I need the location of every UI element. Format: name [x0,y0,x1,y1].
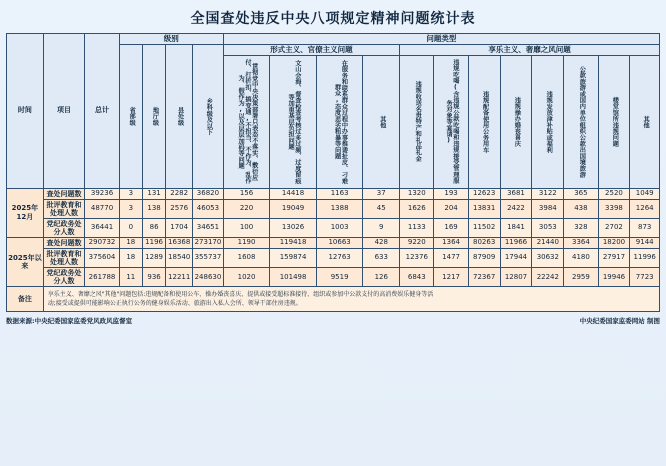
cell-formalism-2: 159874 [270,249,317,268]
row-label: 查处问题数 [43,188,85,199]
cell-total: 261788 [85,268,119,287]
table-body [7,188,660,311]
cell-hedonism-1: 9220 [400,237,434,248]
header-row-1 [7,34,660,45]
cell-formalism-other: 428 [363,237,400,248]
cell-hedonism-1: 1133 [400,218,434,237]
header-hedonism-col-2: 违规吃喝(含违规公款吃喝和违规接受管理服务对象等宴请) [434,55,468,188]
header-level-township: 乡科级及以下 [193,44,224,188]
cell-hedonism-3: 80263 [468,237,500,248]
table-row [7,199,660,218]
row-label: 党纪政务处分人数 [43,218,85,237]
cell-formalism-other: 633 [363,249,400,268]
cell-level-3: 18540 [166,249,193,268]
cell-hedonism-other: 873 [630,218,660,237]
cell-formalism-3: 10663 [316,237,363,248]
note-line-2: 动;接受或提供可能影响公正执行公务的健身娱乐活动、旅游出入私人会所、领导干部住房违规。 [47,300,302,308]
row-label: 批评教育和处理人数 [43,199,85,218]
cell-hedonism-5: 3984 [532,199,564,218]
cell-hedonism-1: 1626 [400,199,434,218]
cell-hedonism-7: 18200 [598,237,630,248]
cell-level-4: 273170 [193,237,224,248]
cell-hedonism-other: 7723 [630,268,660,287]
page-title: 全国查处违反中央八项规定精神问题统计表 [190,11,476,27]
header-total: 总计 [85,34,119,189]
header-level-prefecture: 地厅级 [142,44,165,188]
cell-hedonism-1: 6843 [400,268,434,287]
cell-hedonism-5: 30632 [532,249,564,268]
footer [6,312,660,325]
cell-formalism-other: 126 [363,268,400,287]
period-label: 2025年12月 [7,188,44,237]
cell-formalism-other: 9 [363,218,400,237]
cell-hedonism-7: 2702 [598,218,630,237]
header-subgroup-formalism: 形式主义、官僚主义问题 [223,44,399,55]
header-formalism-col-2: 文山会海、督查检查考核过多过频、过度留痕等加重基层负担问题 [270,55,317,188]
header-group-level: 级别 [119,34,223,45]
period-label: 2025年以来 [7,237,44,286]
cell-total: 48770 [85,199,119,218]
cell-formalism-3: 12763 [316,249,363,268]
table-row [7,237,660,248]
cell-formalism-1: 156 [223,188,270,199]
cell-hedonism-2: 1364 [434,237,468,248]
cell-formalism-1: 1190 [223,237,270,248]
note-label: 备注 [7,287,44,312]
cell-level-1: 3 [119,188,142,199]
note-content [43,287,659,312]
cell-level-4: 248630 [193,268,224,287]
header-hedonism-col-7: 楼堂馆所违规问题 [598,55,630,188]
cell-level-2: 138 [142,199,165,218]
header-formalism-col-1: 贯彻党中央决策部署只表态不落实、敷衍应付、打折扣、搞变通,不担当、不作为、乱作为、假作为,以及层层加码等问题 [223,55,270,188]
cell-hedonism-3: 72367 [468,268,500,287]
row-label: 查处问题数 [43,237,85,248]
row-label: 批评教育和处理人数 [43,249,85,268]
cell-hedonism-3: 12623 [468,188,500,199]
credit: 中央纪委国家监委网站 制图 [579,317,660,326]
cell-formalism-other: 45 [363,199,400,218]
cell-level-3: 2282 [166,188,193,199]
cell-total: 375604 [85,249,119,268]
cell-hedonism-other: 9144 [630,237,660,248]
row-label: 党纪政务处分人数 [43,268,85,287]
cell-level-1: 18 [119,237,142,248]
header-item: 项目 [43,34,85,189]
cell-level-2: 86 [142,218,165,237]
cell-hedonism-other: 1049 [630,188,660,199]
cell-hedonism-other: 1264 [630,199,660,218]
header-formalism-col-3: 在服务和联系群众过程中办事推诿扯皮、刁难群众,态度恶劣粗暴等问题 [316,55,363,188]
cell-formalism-1: 220 [223,199,270,218]
cell-hedonism-7: 19946 [598,268,630,287]
cell-level-1: 3 [119,199,142,218]
cell-level-3: 12211 [166,268,193,287]
cell-level-4: 34651 [193,218,224,237]
cell-hedonism-3: 13831 [468,199,500,218]
cell-formalism-3: 1163 [316,188,363,199]
note-line-1: 享乐主义、奢靡之风"其他"问题包括:违规配备和使用公车、操办婚丧喜庆、提供或接受超标准接待、组织或参加中公款支付的高消费娱乐健身等活 [47,291,434,299]
table-row [7,188,660,199]
cell-formalism-2: 101498 [270,268,317,287]
cell-hedonism-6: 2959 [564,268,598,287]
cell-hedonism-6: 3364 [564,237,598,248]
header-hedonism-col-6: 公款旅游或国内单位组织公款出国境旅游 [564,55,598,188]
cell-level-2: 1196 [142,237,165,248]
cell-hedonism-6: 328 [564,218,598,237]
cell-total: 290732 [85,237,119,248]
cell-hedonism-5: 22242 [532,268,564,287]
cell-hedonism-2: 204 [434,199,468,218]
cell-formalism-other: 37 [363,188,400,199]
cell-level-3: 2576 [166,199,193,218]
cell-formalism-3: 1003 [316,218,363,237]
cell-level-2: 131 [142,188,165,199]
cell-formalism-2: 19049 [270,199,317,218]
cell-level-4: 36820 [193,188,224,199]
header-subgroup-hedonism: 享乐主义、奢靡之风问题 [400,44,660,55]
cell-hedonism-4: 11966 [500,237,532,248]
cell-hedonism-4: 1841 [500,218,532,237]
header-hedonism-col-3: 违规配备使用公务用车 [468,55,500,188]
cell-hedonism-7: 2520 [598,188,630,199]
header-formalism-col-other: 其他 [363,55,400,188]
cell-total: 39236 [85,188,119,199]
cell-formalism-2: 13026 [270,218,317,237]
cell-hedonism-6: 438 [564,199,598,218]
cell-hedonism-4: 12807 [500,268,532,287]
header-hedonism-col-4: 违规操办婚丧喜庆 [500,55,532,188]
cell-hedonism-5: 3053 [532,218,564,237]
header-level-county: 县处级 [166,44,193,188]
header-hedonism-col-5: 违规发放津补贴或福利 [532,55,564,188]
cell-level-4: 355737 [193,249,224,268]
cell-hedonism-4: 17944 [500,249,532,268]
header-group-problem-type: 问题类型 [223,34,659,45]
cell-level-3: 1704 [166,218,193,237]
cell-level-4: 46053 [193,199,224,218]
header-time: 时间 [7,34,44,189]
cell-hedonism-other: 11996 [630,249,660,268]
cell-level-1: 11 [119,268,142,287]
cell-hedonism-4: 3681 [500,188,532,199]
cell-level-1: 18 [119,249,142,268]
data-source: 数据来源:中央纪委国家监委党风政风监督室 [6,317,133,326]
cell-hedonism-3: 11502 [468,218,500,237]
statistics-table [6,33,660,312]
cell-formalism-2: 14418 [270,188,317,199]
table-row [7,268,660,287]
cell-hedonism-7: 27917 [598,249,630,268]
cell-hedonism-4: 2422 [500,199,532,218]
cell-level-3: 16368 [166,237,193,248]
cell-formalism-2: 119418 [270,237,317,248]
cell-formalism-1: 1608 [223,249,270,268]
cell-hedonism-2: 1217 [434,268,468,287]
table-row [7,218,660,237]
cell-hedonism-2: 193 [434,188,468,199]
header-level-province: 省部级 [119,44,142,188]
cell-hedonism-1: 1320 [400,188,434,199]
cell-level-2: 1289 [142,249,165,268]
cell-total: 36441 [85,218,119,237]
cell-hedonism-6: 365 [564,188,598,199]
cell-hedonism-2: 1477 [434,249,468,268]
cell-hedonism-1: 12376 [400,249,434,268]
cell-formalism-1: 100 [223,218,270,237]
cell-formalism-1: 1020 [223,268,270,287]
cell-hedonism-5: 21440 [532,237,564,248]
header-hedonism-col-other: 其他 [630,55,660,188]
cell-formalism-3: 9519 [316,268,363,287]
cell-hedonism-5: 3122 [532,188,564,199]
cell-hedonism-6: 4180 [564,249,598,268]
note-row [7,287,660,312]
cell-hedonism-2: 169 [434,218,468,237]
cell-hedonism-7: 3398 [598,199,630,218]
cell-level-1: 0 [119,218,142,237]
cell-formalism-3: 1388 [316,199,363,218]
table-row [7,249,660,268]
header-hedonism-col-1: 违规收送名贵特产和礼品礼金 [400,55,434,188]
cell-level-2: 936 [142,268,165,287]
cell-hedonism-3: 87909 [468,249,500,268]
